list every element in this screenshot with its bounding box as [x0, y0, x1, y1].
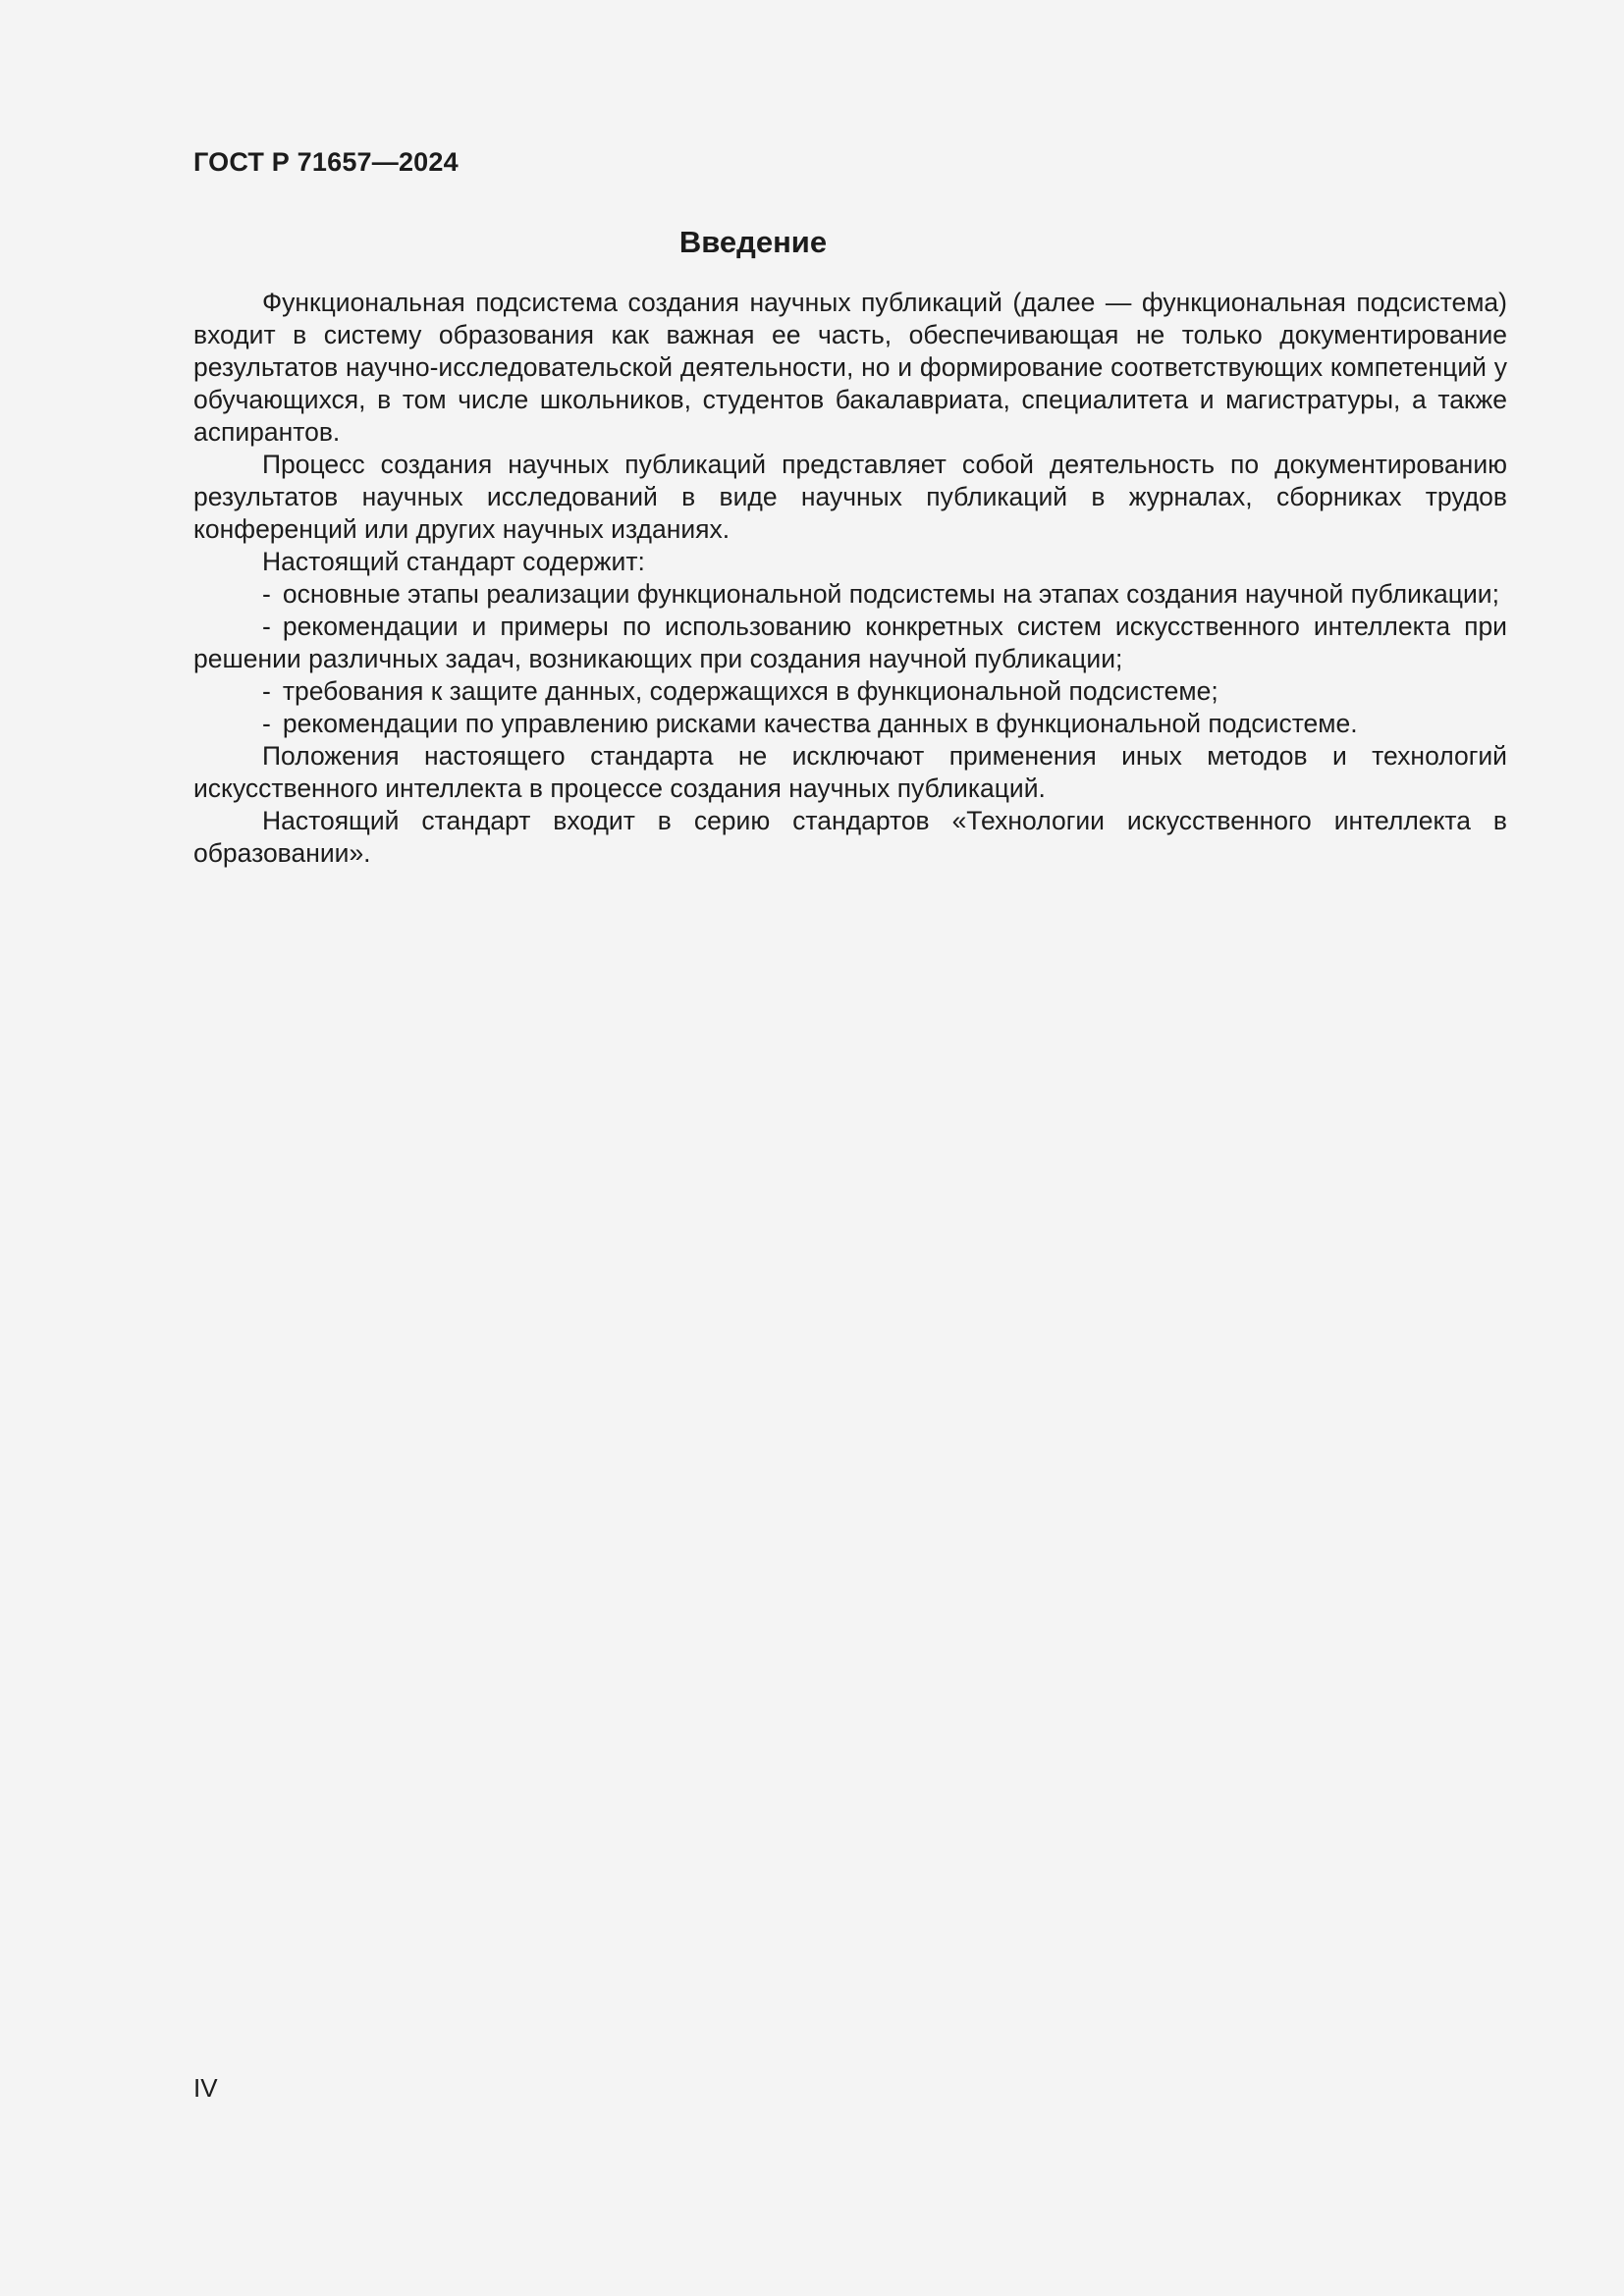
list-item — [193, 578, 1507, 611]
list-dash: - — [262, 709, 271, 738]
list-dash: - — [262, 579, 271, 609]
document-header: ГОСТ Р 71657—2024 — [193, 147, 459, 177]
list-dash: - — [262, 676, 271, 706]
paragraph-series: Настоящий стандарт входит в серию стандартов «Технологии искусственного интеллекта в образовании». — [193, 806, 1507, 868]
list-item-text: основные этапы реализации функциональной подсистемы на этапах создания научной публикации; — [282, 579, 1499, 609]
list-item-text: рекомендации по управлению рисками качества данных в функциональной подсистеме. — [282, 709, 1358, 738]
list-item — [193, 675, 1507, 708]
body-text — [193, 287, 1507, 870]
list-item-text: требования к защите данных, содержащихся в функциональной подсистеме; — [282, 676, 1218, 706]
list-item — [193, 611, 1507, 675]
list-dash: - — [262, 612, 271, 641]
list-item — [193, 708, 1507, 740]
paragraph-intro: Функциональная подсистема создания научных публикаций (далее — функциональная подсистема) входит в систему образования как важная ее часть, обеспечивающая не только документирование результатов научно-исследовательской деятельности, но и формирование соответствующих компетенций у обучающихся, в том числе школьников, студентов бакалавриата, специалитета и магистратуры, а также аспирантов. — [193, 288, 1507, 447]
list-item-text: рекомендации и примеры по использованию конкретных систем искусственного интеллекта при решении различных задач, возникающих при создания научной публикации; — [193, 612, 1507, 673]
page-number: IV — [193, 2073, 218, 2103]
paragraph-provisions: Положения настоящего стандарта не исключают применения иных методов и технологий искусственного интеллекта в процессе создания научных публикаций. — [193, 741, 1507, 803]
paragraph-contents-lead: Настоящий стандарт содержит: — [262, 547, 645, 576]
paragraph-process: Процесс создания научных публикаций представляет собой деятельность по документированию результатов научных исследований в виде научных публикаций в журналах, сборниках трудов конференций или других научных изданиях. — [193, 450, 1507, 544]
section-title: Введение — [678, 225, 828, 259]
